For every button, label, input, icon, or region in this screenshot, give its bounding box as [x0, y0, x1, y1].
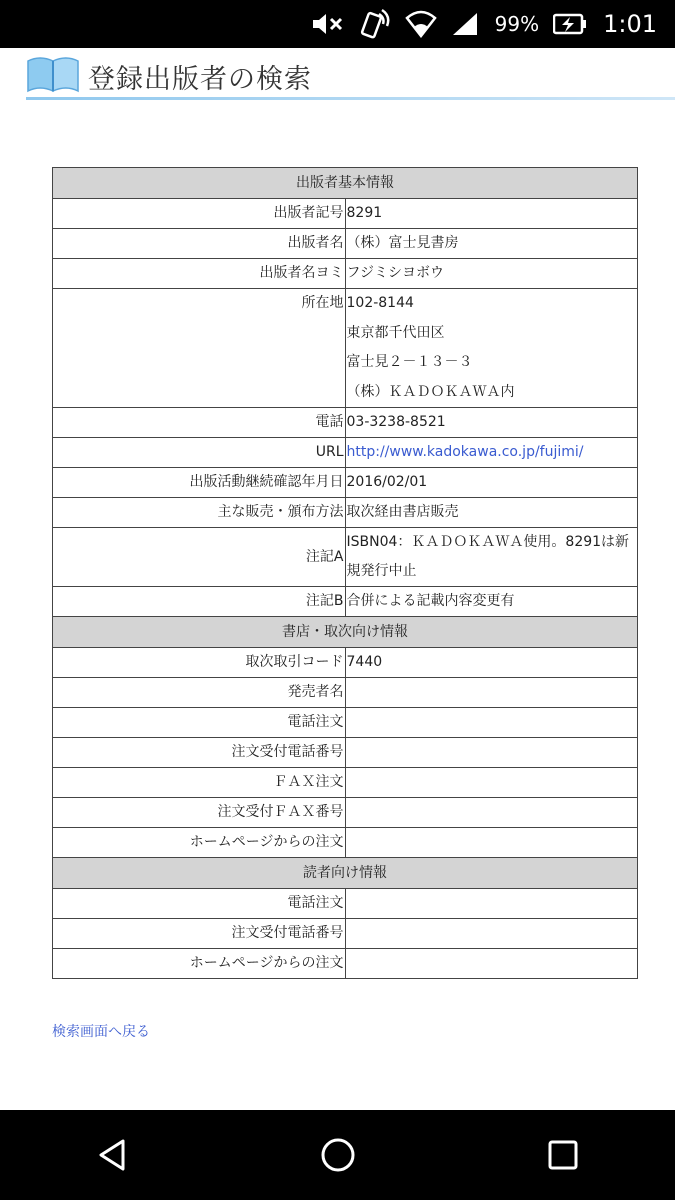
row-label: 注文受付電話番号: [53, 919, 346, 949]
row-label: 取次取引コード: [53, 648, 346, 678]
back-to-search-link[interactable]: 検索画面へ戻る: [52, 1024, 150, 1040]
row-label: 出版者名: [53, 229, 346, 259]
trade-web-order: [345, 828, 638, 858]
table-row: [53, 289, 638, 408]
trade-order-phone: [345, 738, 638, 768]
row-label: ＦＡＸ注文: [53, 768, 346, 798]
header-divider: [26, 97, 675, 100]
address-line: 東京都千代田区: [346, 324, 445, 341]
publisher-phone: 03-3238-8521: [345, 408, 638, 438]
table-row: [53, 587, 638, 617]
table-row: [53, 738, 638, 768]
table-row: [53, 498, 638, 528]
publisher-url-link[interactable]: http://www.kadokawa.co.jp/fujimi/: [346, 444, 584, 460]
row-label: ホームページからの注文: [53, 949, 346, 979]
page-header: [26, 50, 675, 102]
row-label: 出版者名ヨミ: [53, 259, 346, 289]
publisher-url-cell: [345, 438, 638, 468]
signal-icon: [451, 11, 479, 37]
wifi-icon: [405, 10, 437, 38]
back-icon[interactable]: [73, 1115, 153, 1195]
row-label: 電話注文: [53, 889, 346, 919]
agent-code: 7440: [345, 648, 638, 678]
publisher-address: [345, 289, 638, 408]
reader-web-order: [345, 949, 638, 979]
section-header-basic: [53, 168, 638, 199]
row-label: 主な販売・頒布方法: [53, 498, 346, 528]
table-row: [53, 259, 638, 289]
battery-charging-icon: [553, 12, 587, 36]
row-label: URL: [53, 438, 346, 468]
row-label: 所在地: [53, 289, 346, 408]
publisher-code: 8291: [345, 199, 638, 229]
row-label: 注記B: [53, 587, 346, 617]
trade-fax-order: [345, 768, 638, 798]
table-row: [53, 229, 638, 259]
status-bar: [0, 0, 675, 48]
row-label: 発売者名: [53, 678, 346, 708]
table-row: [53, 528, 638, 587]
publisher-name-kana: フジミシヨボウ: [345, 259, 638, 289]
table-row: [53, 648, 638, 678]
section-title: 読者向け情報: [53, 858, 638, 889]
table-row: [53, 199, 638, 229]
recents-icon[interactable]: [523, 1115, 603, 1195]
publisher-name: （株）富士見書房: [345, 229, 638, 259]
address-line: 102-8144: [346, 295, 414, 311]
home-icon[interactable]: [298, 1115, 378, 1195]
section-title: 出版者基本情報: [53, 168, 638, 199]
table-row: [53, 708, 638, 738]
note-a: ISBN04：ＫＡＤＯＫＡＷＡ使用。8291は新規発行中止: [345, 528, 638, 587]
row-label: ホームページからの注文: [53, 828, 346, 858]
row-label: 注文受付電話番号: [53, 738, 346, 768]
row-label: 注記A: [53, 528, 346, 587]
section-header-reader: [53, 858, 638, 889]
table-row: [53, 828, 638, 858]
section-title: 書店・取次向け情報: [53, 617, 638, 648]
note-b: 合併による記載内容変更有: [345, 587, 638, 617]
reader-phone-order: [345, 889, 638, 919]
confirm-date: 2016/02/01: [345, 468, 638, 498]
page-title: 登録出版者の検索: [88, 63, 312, 95]
table-row: [53, 798, 638, 828]
nfc-icon: [359, 8, 391, 40]
row-label: 注文受付ＦＡＸ番号: [53, 798, 346, 828]
address-line: 富士見２－１３－３: [346, 354, 473, 370]
trade-order-fax: [345, 798, 638, 828]
table-row: [53, 408, 638, 438]
row-label: 出版者記号: [53, 199, 346, 229]
sales-method: 取次経由書店販売: [345, 498, 638, 528]
table-row: [53, 438, 638, 468]
mute-icon: [311, 10, 345, 38]
table-row: [53, 468, 638, 498]
battery-percent: 99%: [494, 12, 540, 36]
publisher-info-table: [52, 167, 638, 979]
table-row: [53, 768, 638, 798]
table-row: [53, 949, 638, 979]
table-row: [53, 919, 638, 949]
book-icon: [26, 55, 80, 97]
navigation-bar: [0, 1110, 675, 1200]
table-row: [53, 889, 638, 919]
clock: 1:01: [603, 10, 657, 38]
reader-order-phone: [345, 919, 638, 949]
row-label: 電話: [53, 408, 346, 438]
section-header-trade: [53, 617, 638, 648]
address-line: （株）ＫＡＤＯＫＡＷＡ内: [346, 383, 515, 400]
seller-name: [345, 678, 638, 708]
table-row: [53, 678, 638, 708]
trade-phone-order: [345, 708, 638, 738]
row-label: 電話注文: [53, 708, 346, 738]
row-label: 出版活動継続確認年月日: [53, 468, 346, 498]
